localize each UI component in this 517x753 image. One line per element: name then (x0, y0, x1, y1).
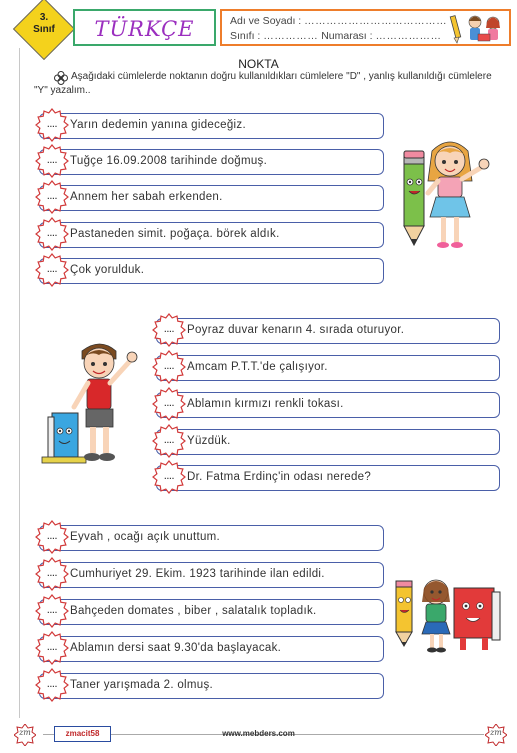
sentence-row (36, 673, 384, 699)
answer-blank[interactable]: …. (46, 680, 58, 689)
sentence-row (153, 465, 500, 491)
sentence-row (153, 392, 500, 418)
sentence-text: Pastaneden simit. poğaça. börek aldık. (70, 228, 280, 240)
sentence-text: Cumhuriyet 29. Ekim. 1923 tarihinde ilan edildi. (70, 568, 325, 580)
answer-blank[interactable]: …. (46, 569, 58, 578)
sentence-row (36, 562, 384, 588)
subject-title: TÜRKÇE (94, 17, 195, 41)
answer-blank[interactable]: …. (46, 229, 58, 238)
sentence-text: Ablamın kırmızı renkli tokası. (187, 398, 344, 410)
kids-pencil-illustration (449, 12, 507, 44)
footer-badge-left-text: zm (19, 728, 31, 737)
sentence-text: Poyraz duvar kenarın 4. sırada oturuyor. (187, 324, 405, 336)
subject-box (73, 9, 216, 46)
number-dots: ……………… (375, 30, 442, 42)
answer-blank[interactable]: …. (46, 643, 58, 652)
number-label: Numarası : (321, 30, 373, 42)
lesson-title: NOKTA (238, 57, 279, 71)
grade-number: 3. (39, 12, 49, 23)
answer-blank[interactable]: …. (46, 606, 58, 615)
sentence-text: Taner yarışmada 2. olmuş. (70, 679, 214, 691)
sentence-row (36, 149, 384, 175)
grade-word: Sınıf (33, 24, 55, 35)
answer-blank[interactable]: …. (163, 436, 175, 445)
sentence-row (36, 113, 384, 139)
sentence-row (36, 258, 384, 284)
answer-blank[interactable]: …. (163, 362, 175, 371)
answer-blank[interactable]: …. (163, 472, 175, 481)
sentence-text: Ablamın dersi saat 9.30'da başlayacak. (70, 642, 282, 654)
answer-blank[interactable]: …. (46, 156, 58, 165)
answer-blank[interactable]: …. (163, 325, 175, 334)
sentence-row (153, 355, 500, 381)
footer-website[interactable]: www.mebders.com (222, 729, 295, 738)
sentence-row (36, 599, 384, 625)
sentence-row (36, 525, 384, 551)
boy-and-book-illustration (34, 337, 146, 471)
instructions-text: Aşağıdaki cümlelerde noktanın doğru kullanıldıkları cümlelere "D" , yanlış kullanıldığı cümlelere "Y" yazalım.. (34, 71, 492, 96)
class-dots: …………… (263, 30, 319, 42)
sentence-row (36, 222, 384, 248)
name-line[interactable] (230, 15, 447, 27)
sentence-row (36, 636, 384, 662)
sentence-text: Eyvah , ocağı açık unuttum. (70, 531, 221, 543)
grade-label (22, 12, 66, 36)
sentence-text: Dr. Fatma Erdinç'in odası nerede? (187, 471, 372, 483)
sentence-text: Yüzdük. (187, 435, 231, 447)
sentence-text: Amcam P.T.T.'de çalışıyor. (187, 361, 328, 373)
sentence-text: Yarın dedemin yanına gideceğiz. (70, 119, 246, 131)
sentence-text: Çok yorulduk. (70, 264, 145, 276)
footer-code: zmacit58 (54, 726, 111, 742)
answer-blank[interactable]: …. (46, 120, 58, 129)
class-label: Sınıfı : (230, 30, 261, 42)
pencil-girl-book-illustration (388, 572, 506, 656)
sentence-row (36, 185, 384, 211)
sentence-row (153, 318, 500, 344)
class-number-line[interactable] (230, 30, 441, 42)
answer-blank[interactable]: …. (163, 399, 175, 408)
sentence-text: Tuğçe 16.09.2008 tarihinde doğmuş. (70, 155, 268, 167)
girl-and-pencil-illustration (392, 137, 498, 255)
name-label: Adı ve Soyadı : (230, 15, 302, 27)
footer-badge-right-text: zm (490, 728, 502, 737)
answer-blank[interactable]: …. (46, 265, 58, 274)
student-info-box (220, 9, 511, 46)
sentence-text: Bahçeden domates , biber , salatalık topladık. (70, 605, 317, 617)
name-dots: ………………………………… (304, 15, 448, 27)
answer-blank[interactable]: …. (46, 192, 58, 201)
sentence-text: Annem her sabah erkenden. (70, 191, 223, 203)
sentence-row (153, 429, 500, 455)
answer-blank[interactable]: …. (46, 532, 58, 541)
